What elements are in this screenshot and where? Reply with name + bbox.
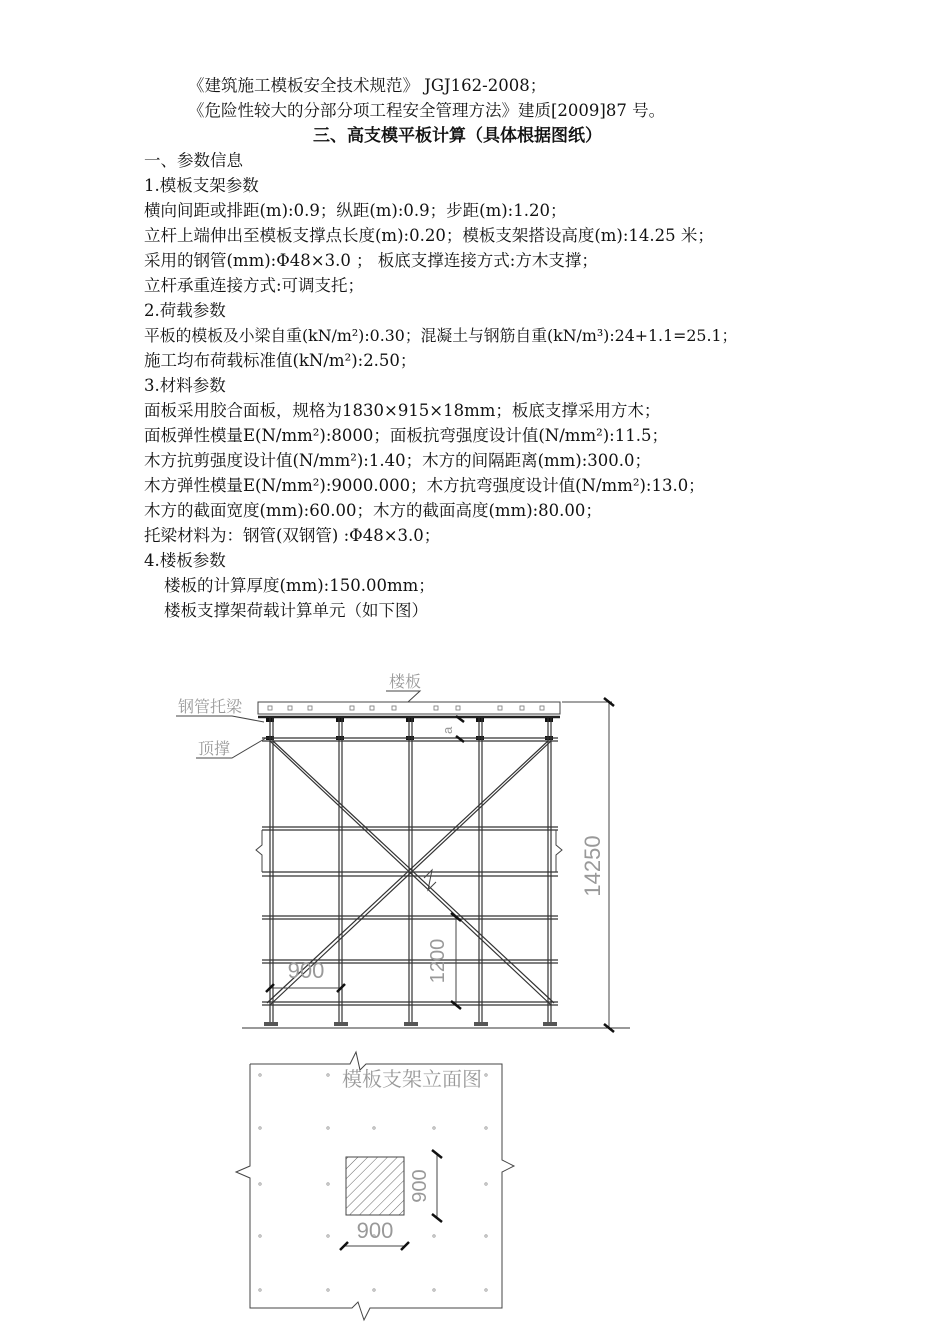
leader-slab	[386, 691, 420, 702]
s3-line-1: 面板采用胶合面板，规格为1830×915×18mm；板底支撑采用方木；	[144, 401, 661, 420]
plan-dim-y-label: 900	[409, 1169, 431, 1203]
label-steel-beam: 钢管托梁	[178, 699, 243, 716]
s3-line-5: 木方的截面宽度(mm):60.00；木方的截面高度(mm):80.00；	[144, 501, 602, 520]
left-break	[256, 830, 262, 872]
s3-line-4: 木方弹性模量E(N/mm²):9000.000；木方抗弯强度设计值(N/mm²):13.0；	[144, 476, 705, 495]
label-a: a	[440, 726, 455, 734]
label-top-support: 顶撑	[198, 741, 231, 758]
elevation-caption: 模板支架立面图	[342, 1069, 482, 1091]
s1-title: 1.模板支架参数	[144, 176, 259, 195]
elevation-view	[176, 673, 630, 1032]
base-plates	[264, 1022, 557, 1026]
slab	[258, 702, 560, 714]
s1-line-2: 立杆上端伸出至模板支撑点长度(m):0.20；模板支架搭设高度(m):14.25 米；	[144, 226, 714, 245]
s1-line-1: 横向间距或排距(m):0.9；纵距(m):0.9；步距(m):1.20；	[144, 201, 567, 220]
dim-spacing-label: 900	[287, 958, 325, 983]
load-unit-cell	[346, 1157, 404, 1215]
reference-2: 《危险性较大的分部分项工程安全管理方法》建质[2009]87 号。	[188, 101, 666, 120]
right-break	[556, 830, 562, 872]
s4-line-2: 楼板支撑架荷载计算单元（如下图）	[164, 601, 428, 620]
s4-line-1: 楼板的计算厚度(mm):150.00mm；	[164, 576, 435, 595]
section-title: 三、高支模平板计算（具体根据图纸）	[313, 126, 602, 146]
s2-title: 2.荷载参数	[144, 301, 226, 320]
slab-hatch	[268, 706, 544, 710]
plan-dim-x-label: 900	[356, 1218, 394, 1243]
dim-step-label: 1200	[427, 938, 449, 984]
plan-view	[236, 1052, 514, 1320]
reference-1: 《建筑施工模板安全技术规范》 JGJ162-2008；	[188, 76, 547, 95]
s2-line-1: 平板的模板及小梁自重(kN/m²):0.30；混凝土与钢筋自重(kN/m³):24+1.1=25.1；	[144, 326, 738, 345]
s2-line-2: 施工均布荷载标准值(kN/m²):2.50；	[144, 351, 417, 370]
leader-steel-beam	[176, 716, 264, 722]
s4-title: 4.楼板参数	[144, 551, 226, 570]
s3-line-6: 托梁材料为：钢管(双钢管) :Φ48×3.0；	[144, 526, 441, 545]
s3-title: 3.材料参数	[144, 376, 226, 395]
s3-line-2: 面板弹性模量E(N/mm²):8000；面板抗弯强度设计值(N/mm²):11.5；	[144, 426, 668, 445]
s1-line-4: 立杆承重连接方式:可调支托；	[144, 276, 365, 295]
params-heading: 一、参数信息	[144, 151, 243, 170]
label-slab: 楼板	[389, 674, 422, 691]
s1-line-3: 采用的钢管(mm):Φ48×3.0 ； 板底支撑连接方式:方木支撑；	[144, 251, 598, 270]
dim-total-label: 14250	[580, 835, 605, 897]
s3-line-3: 木方抗剪强度设计值(N/mm²):1.40；木方的间隔距离(mm):300.0；	[144, 451, 652, 470]
